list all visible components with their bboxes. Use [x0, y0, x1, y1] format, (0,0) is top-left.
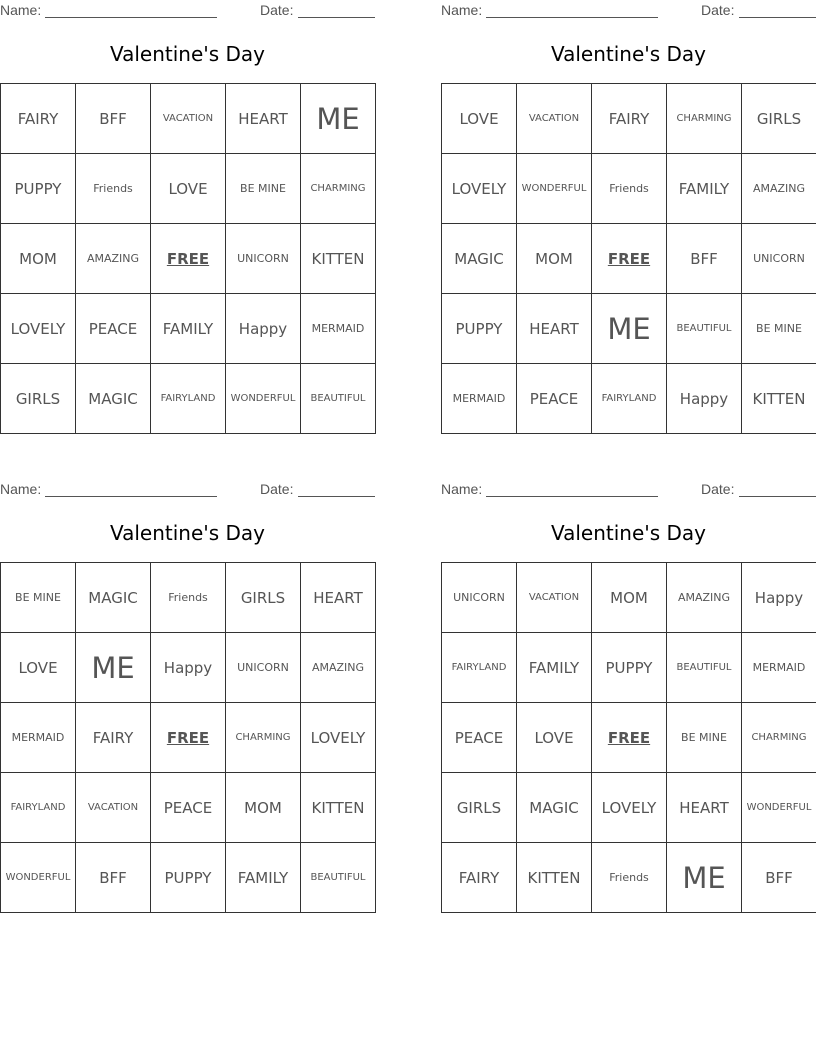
grid-row — [442, 294, 816, 364]
cell-word: CHARMING — [676, 113, 732, 124]
cell-word: Friends — [609, 182, 649, 195]
cell-word: BEAUTIFUL — [310, 872, 366, 883]
grid-row — [442, 703, 816, 773]
grid-row — [1, 294, 376, 364]
bingo-cell — [517, 703, 592, 773]
name-blank — [486, 496, 658, 497]
bingo-cell — [1, 84, 76, 154]
bingo-cell — [226, 294, 301, 364]
cell-word: PUPPY — [605, 658, 653, 677]
cell-word: BEAUTIFUL — [676, 323, 732, 334]
cell-word: PEACE — [88, 319, 138, 338]
cell-word: WONDERFUL — [230, 393, 296, 404]
bingo-cell — [442, 224, 517, 294]
bingo-cell — [742, 224, 816, 294]
grid-row — [1, 364, 376, 434]
cell-word: FAMILY — [678, 179, 730, 198]
grid-row — [442, 563, 816, 633]
grid-row — [442, 843, 816, 913]
bingo-cell — [226, 563, 301, 633]
date-blank — [298, 17, 375, 18]
date-label: Date: — [260, 481, 294, 497]
cell-word: AMAZING — [752, 182, 806, 195]
bingo-cell — [667, 633, 742, 703]
cell-word: MAGIC — [529, 798, 579, 817]
grid-row — [1, 224, 376, 294]
bingo-grid — [441, 83, 816, 434]
bingo-cell — [517, 773, 592, 843]
cell-word: Friends — [168, 591, 208, 604]
grid-row — [1, 154, 376, 224]
bingo-cell — [667, 364, 742, 434]
bingo-cell — [742, 294, 816, 364]
name-blank — [45, 496, 217, 497]
cell-word: FAIRYLAND — [10, 802, 66, 813]
bingo-cell — [76, 563, 151, 633]
bingo-cell — [1, 703, 76, 773]
bingo-cell — [517, 154, 592, 224]
cell-word: VACATION — [87, 802, 139, 813]
cell-word: FAMILY — [162, 319, 214, 338]
cell-word: UNICORN — [237, 252, 289, 265]
cell-word: KITTEN — [311, 798, 365, 817]
bingo-cell — [592, 294, 667, 364]
bingo-cell — [592, 364, 667, 434]
bingo-cell — [442, 294, 517, 364]
bingo-cell — [517, 364, 592, 434]
grid-row — [442, 84, 816, 154]
name-label: Name: — [0, 2, 42, 18]
card-header — [0, 481, 375, 499]
cell-word: HEART — [529, 319, 579, 338]
bingo-cell — [742, 773, 816, 843]
grid-row — [1, 563, 376, 633]
cell-word: LOVELY — [10, 319, 66, 338]
date-blank — [739, 17, 816, 18]
cell-word: PUPPY — [164, 868, 212, 887]
bingo-cell — [151, 563, 226, 633]
cell-word: FAIRY — [458, 868, 500, 887]
cell-word: WONDERFUL — [746, 802, 812, 813]
cell-word: UNICORN — [237, 661, 289, 674]
cell-word: VACATION — [528, 113, 580, 124]
card-title: Valentine's Day — [109, 521, 266, 545]
cell-word: GIRLS — [456, 798, 502, 817]
bingo-cell — [667, 294, 742, 364]
cell-word: BE MINE — [681, 731, 727, 744]
cell-word: PUPPY — [455, 319, 503, 338]
bingo-grid — [441, 562, 816, 913]
bingo-cell — [151, 84, 226, 154]
bingo-cell — [76, 773, 151, 843]
cell-word: FREE — [166, 250, 210, 268]
cell-word: MERMAID — [752, 661, 806, 674]
bingo-cell — [442, 773, 517, 843]
bingo-cell — [301, 773, 376, 843]
cell-word: GIRLS — [756, 109, 802, 128]
grid-row — [1, 633, 376, 703]
cell-word: BFF — [99, 868, 127, 887]
cell-word: FREE — [166, 729, 210, 747]
bingo-cell — [1, 294, 76, 364]
cell-word: BE MINE — [15, 591, 61, 604]
grid-row — [442, 633, 816, 703]
cell-word: FREE — [607, 250, 651, 268]
cell-word: FAIRY — [17, 109, 59, 128]
bingo-cell — [592, 84, 667, 154]
cell-word: UNICORN — [753, 252, 805, 265]
cell-word: Happy — [679, 389, 729, 408]
bingo-cell — [742, 364, 816, 434]
bingo-cell — [592, 773, 667, 843]
bingo-cell — [151, 843, 226, 913]
cell-word: LOVELY — [451, 179, 507, 198]
bingo-cell — [742, 633, 816, 703]
bingo-cell — [301, 563, 376, 633]
cell-word: AMAZING — [677, 591, 731, 604]
name-label: Name: — [441, 2, 483, 18]
bingo-cell — [442, 633, 517, 703]
bingo-cell — [301, 154, 376, 224]
cell-word: CHARMING — [751, 732, 807, 743]
bingo-grid — [0, 83, 376, 434]
card-header — [441, 481, 816, 499]
cell-word: Happy — [754, 588, 804, 607]
grid-row — [442, 773, 816, 843]
bingo-cell — [442, 84, 517, 154]
free-space-cell — [592, 224, 667, 294]
grid-row — [1, 843, 376, 913]
bingo-cell — [517, 843, 592, 913]
cell-word: MAGIC — [88, 389, 138, 408]
cell-word: GIRLS — [240, 588, 286, 607]
bingo-cell — [151, 633, 226, 703]
bingo-cell — [742, 563, 816, 633]
bingo-cell — [592, 154, 667, 224]
cell-word: LOVELY — [310, 728, 366, 747]
cell-word: MOM — [535, 249, 573, 268]
cell-word: PEACE — [529, 389, 579, 408]
cell-word: BE MINE — [240, 182, 286, 195]
bingo-cell — [76, 633, 151, 703]
bingo-cell — [517, 224, 592, 294]
cell-word: BEAUTIFUL — [676, 662, 732, 673]
bingo-cell — [301, 703, 376, 773]
bingo-cell — [76, 364, 151, 434]
name-blank — [45, 17, 217, 18]
bingo-cell — [517, 294, 592, 364]
bingo-cell — [442, 364, 517, 434]
cell-word: KITTEN — [527, 868, 581, 887]
bingo-cell — [226, 364, 301, 434]
cell-word: ME — [316, 101, 360, 136]
bingo-cell — [667, 703, 742, 773]
cell-word: ME — [91, 650, 135, 685]
cell-word: Friends — [93, 182, 133, 195]
bingo-cell — [76, 154, 151, 224]
bingo-cell — [1, 773, 76, 843]
bingo-cell — [517, 563, 592, 633]
bingo-cell — [226, 154, 301, 224]
cell-word: BFF — [690, 249, 718, 268]
cell-word: ME — [682, 860, 726, 895]
cell-word: Happy — [163, 658, 213, 677]
cell-word: LOVE — [18, 658, 58, 677]
date-label: Date: — [701, 2, 735, 18]
bingo-cell — [1, 224, 76, 294]
bingo-cell — [667, 773, 742, 843]
cell-word: BFF — [765, 868, 793, 887]
bingo-cell — [151, 294, 226, 364]
bingo-cell — [742, 843, 816, 913]
bingo-cell — [76, 84, 151, 154]
bingo-cell — [667, 84, 742, 154]
bingo-cell — [226, 224, 301, 294]
cell-word: KITTEN — [752, 389, 806, 408]
free-space-cell — [151, 224, 226, 294]
bingo-cell — [442, 154, 517, 224]
cell-word: FAIRYLAND — [451, 662, 507, 673]
bingo-cell — [151, 154, 226, 224]
cell-word: LOVELY — [601, 798, 657, 817]
bingo-cell — [301, 364, 376, 434]
bingo-cell — [667, 563, 742, 633]
bingo-cell — [667, 843, 742, 913]
card-header — [441, 2, 816, 20]
cell-word: PEACE — [163, 798, 213, 817]
bingo-cell — [742, 84, 816, 154]
bingo-cell — [667, 154, 742, 224]
cell-word: MOM — [19, 249, 57, 268]
cell-word: VACATION — [162, 113, 214, 124]
bingo-cell — [301, 84, 376, 154]
grid-row — [1, 703, 376, 773]
bingo-cell — [226, 773, 301, 843]
cell-word: FAIRYLAND — [160, 393, 216, 404]
cell-word: MOM — [610, 588, 648, 607]
cell-word: FAIRYLAND — [601, 393, 657, 404]
bingo-cell — [667, 224, 742, 294]
bingo-cell — [226, 84, 301, 154]
card-header — [0, 2, 375, 20]
cell-word: PUPPY — [14, 179, 62, 198]
cell-word: Happy — [238, 319, 288, 338]
bingo-cell — [592, 843, 667, 913]
bingo-cell — [301, 843, 376, 913]
free-space-cell — [151, 703, 226, 773]
bingo-cell — [76, 703, 151, 773]
cell-word: HEART — [238, 109, 288, 128]
bingo-cell — [442, 563, 517, 633]
bingo-cell — [592, 563, 667, 633]
bingo-cell — [1, 843, 76, 913]
cell-word: UNICORN — [453, 591, 505, 604]
cell-word: FAMILY — [528, 658, 580, 677]
card-title: Valentine's Day — [550, 42, 707, 66]
cell-word: FAIRY — [608, 109, 650, 128]
grid-row — [1, 84, 376, 154]
cell-word: BEAUTIFUL — [310, 393, 366, 404]
cell-word: Friends — [609, 871, 649, 884]
cell-word: VACATION — [528, 592, 580, 603]
bingo-cell — [592, 633, 667, 703]
date-blank — [298, 496, 375, 497]
date-label: Date: — [701, 481, 735, 497]
free-space-cell — [592, 703, 667, 773]
cell-word: KITTEN — [311, 249, 365, 268]
card-title: Valentine's Day — [550, 521, 707, 545]
bingo-cell — [151, 773, 226, 843]
cell-word: PEACE — [454, 728, 504, 747]
cell-word: FAIRY — [92, 728, 134, 747]
cell-word: GIRLS — [15, 389, 61, 408]
bingo-cell — [76, 224, 151, 294]
cell-word: MERMAID — [11, 731, 65, 744]
card-title: Valentine's Day — [109, 42, 266, 66]
bingo-cell — [442, 703, 517, 773]
cell-word: WONDERFUL — [521, 183, 587, 194]
cell-word: LOVE — [168, 179, 208, 198]
bingo-cell — [301, 224, 376, 294]
name-label: Name: — [0, 481, 42, 497]
cell-word: MERMAID — [452, 392, 506, 405]
cell-word: MAGIC — [454, 249, 504, 268]
cell-word: MOM — [244, 798, 282, 817]
bingo-cell — [742, 703, 816, 773]
cell-word: CHARMING — [235, 732, 291, 743]
cell-word: MAGIC — [88, 588, 138, 607]
bingo-cell — [301, 294, 376, 364]
bingo-cell — [442, 843, 517, 913]
grid-row — [1, 773, 376, 843]
cell-word: FAMILY — [237, 868, 289, 887]
cell-word: HEART — [313, 588, 363, 607]
name-blank — [486, 17, 658, 18]
grid-row — [442, 154, 816, 224]
bingo-cell — [76, 294, 151, 364]
cell-word: FREE — [607, 729, 651, 747]
bingo-cell — [517, 633, 592, 703]
cell-word: AMAZING — [86, 252, 140, 265]
bingo-cell — [76, 843, 151, 913]
bingo-cell — [1, 563, 76, 633]
cell-word: BE MINE — [756, 322, 802, 335]
cell-word: WONDERFUL — [5, 872, 71, 883]
grid-row — [442, 364, 816, 434]
date-label: Date: — [260, 2, 294, 18]
grid-row — [442, 224, 816, 294]
bingo-cell — [517, 84, 592, 154]
bingo-grid — [0, 562, 376, 913]
cell-word: CHARMING — [310, 183, 366, 194]
bingo-cell — [1, 364, 76, 434]
bingo-cell — [1, 154, 76, 224]
bingo-cell — [226, 633, 301, 703]
bingo-cell — [226, 703, 301, 773]
bingo-cell — [301, 633, 376, 703]
cell-word: AMAZING — [311, 661, 365, 674]
cell-word: HEART — [679, 798, 729, 817]
bingo-cell — [1, 633, 76, 703]
cell-word: BFF — [99, 109, 127, 128]
bingo-cell — [226, 843, 301, 913]
bingo-cell — [151, 364, 226, 434]
cell-word: MERMAID — [311, 322, 365, 335]
cell-word: ME — [607, 311, 651, 346]
cell-word: LOVE — [459, 109, 499, 128]
bingo-cell — [742, 154, 816, 224]
date-blank — [739, 496, 816, 497]
cell-word: LOVE — [534, 728, 574, 747]
name-label: Name: — [441, 481, 483, 497]
